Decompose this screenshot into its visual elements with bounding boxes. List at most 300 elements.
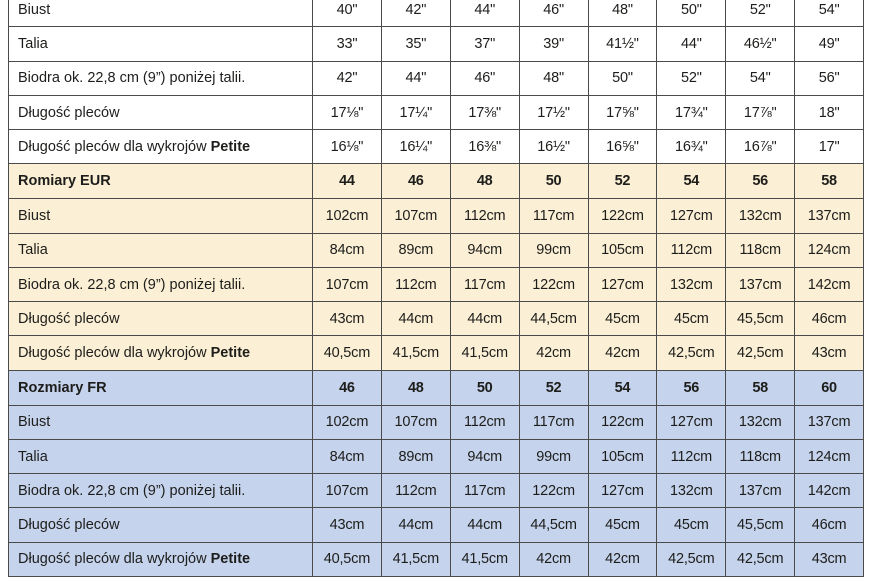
size-number (588, 370, 657, 405)
measurement-value-text: 17⅞" (743, 104, 777, 121)
measurement-value (519, 199, 588, 233)
measurement-value (588, 267, 657, 301)
measurement-label (9, 0, 313, 27)
measurement-value-text: 137cm (738, 482, 782, 499)
measurement-value (381, 542, 450, 576)
measurement-value (657, 61, 726, 95)
measurement-value (519, 302, 588, 336)
measurement-value-text: 44cm (467, 310, 503, 327)
measurement-value (313, 439, 382, 473)
measurement-value (313, 302, 382, 336)
measurement-value (795, 130, 864, 164)
measurement-value-text: 43cm (811, 345, 847, 362)
fr-size-header (9, 370, 864, 405)
measurement-value-text: 16⅜" (468, 138, 501, 155)
measurement-label (9, 267, 313, 301)
measurement-value (450, 95, 519, 129)
measurement-label-text: Długość pleców dla wykrojów (18, 138, 211, 155)
measurement-value (657, 95, 726, 129)
measurement-value (726, 27, 795, 61)
measurement-value-text: 43cm (329, 310, 365, 327)
measurement-value-text: 117cm (463, 482, 506, 499)
measurement-value-text: 89cm (398, 448, 434, 465)
measurement-label-text: Biodra ok. 22,8 cm (9”) poniżej talii. (18, 276, 246, 293)
size-number-text: 58 (752, 379, 769, 396)
measurement-value-text: 54" (818, 1, 840, 18)
measurement-value-text: 94cm (467, 448, 503, 465)
measurement-value-text: 39" (543, 35, 564, 52)
measurement-value-text: 48" (543, 70, 564, 87)
measurement-value-text: 132cm (738, 207, 782, 224)
measurement-value-text: 132cm (670, 276, 713, 293)
measurement-value (381, 267, 450, 301)
measurement-value (726, 130, 795, 164)
measurement-value (795, 267, 864, 301)
measurement-value (795, 199, 864, 233)
measurement-value (381, 199, 450, 233)
fr-row (9, 474, 864, 508)
measurement-value (519, 474, 588, 508)
measurement-label (9, 61, 313, 95)
measurement-value (657, 130, 726, 164)
measurement-value (588, 27, 657, 61)
measurement-value-text: 127cm (670, 207, 713, 224)
measurement-value (381, 439, 450, 473)
measurement-value-text: 99cm (536, 448, 571, 465)
measurement-value (588, 95, 657, 129)
measurement-label (9, 336, 313, 370)
measurement-value (519, 95, 588, 129)
eur-row (9, 302, 864, 336)
measurement-value (588, 439, 657, 473)
measurement-value-text: 118cm (739, 448, 781, 465)
size-number-text: 46 (407, 173, 424, 190)
size-chart-table (8, 0, 864, 577)
measurement-value-text: 122cm (532, 482, 575, 499)
petite-label: Petite (210, 138, 251, 155)
measurement-value-text: 17¼" (399, 104, 433, 121)
measurement-value-text: 40" (336, 1, 358, 18)
measurement-value (450, 130, 519, 164)
measurement-value (795, 233, 864, 267)
size-number-text: 50 (545, 173, 562, 190)
measurement-value (657, 542, 726, 576)
measurement-value-text: 46cm (811, 517, 847, 534)
measurement-value-text: 56" (818, 70, 840, 87)
measurement-value-text: 42,5cm (668, 345, 715, 362)
measurement-value-text: 132cm (670, 482, 713, 499)
measurement-value (381, 27, 450, 61)
measurement-label-text: Talia (18, 35, 48, 52)
measurement-value (588, 233, 657, 267)
measurement-value-text: 43cm (329, 517, 365, 534)
measurement-value (450, 405, 519, 439)
measurement-value (657, 27, 726, 61)
size-number (657, 370, 726, 405)
measurement-value-text: 105cm (601, 242, 644, 259)
measurement-value-text: 35" (405, 35, 427, 52)
measurement-value-text: 117cm (463, 276, 506, 293)
measurement-value (588, 474, 657, 508)
inch-row (9, 27, 864, 61)
measurement-value-text: 50" (680, 1, 702, 18)
measurement-value-text: 44" (680, 35, 702, 52)
size-number (795, 370, 864, 405)
measurement-value (795, 542, 864, 576)
measurement-label-text: Długość pleców (18, 517, 120, 534)
measurement-value-text: 16¼" (399, 138, 433, 155)
fr-row (9, 542, 864, 576)
measurement-value (519, 27, 588, 61)
measurement-value (588, 542, 657, 576)
measurement-value-text: 112cm (395, 276, 437, 293)
measurement-value-text: 16⅝" (606, 138, 639, 155)
measurement-value-text: 122cm (532, 276, 575, 293)
measurement-value-text: 112cm (395, 482, 437, 499)
measurement-value (313, 61, 382, 95)
fr-row (9, 439, 864, 473)
measurement-value-text: 37" (474, 35, 496, 52)
size-number (450, 164, 519, 199)
measurement-label (9, 542, 313, 576)
measurement-value (313, 27, 382, 61)
petite-label: Petite (210, 345, 251, 362)
measurement-value-text: 127cm (670, 414, 713, 431)
measurement-value (519, 267, 588, 301)
measurement-value-text: 42cm (605, 345, 640, 362)
measurement-value (313, 233, 382, 267)
measurement-value-text: 16⅛" (330, 138, 364, 155)
measurement-value (795, 27, 864, 61)
measurement-value (313, 508, 382, 542)
measurement-value (588, 302, 657, 336)
measurement-value (313, 95, 382, 129)
measurement-value-text: 107cm (325, 276, 369, 293)
measurement-value-text: 17¾" (675, 104, 708, 121)
measurement-value-text: 102cm (325, 414, 369, 431)
measurement-label (9, 439, 313, 473)
size-number (519, 164, 588, 199)
measurement-label (9, 302, 313, 336)
measurement-label (9, 95, 313, 129)
size-number-text: 44 (339, 173, 355, 190)
petite-label: Petite (210, 551, 251, 568)
measurement-value-text: 48" (612, 1, 633, 18)
measurement-value (726, 0, 795, 27)
measurement-value (450, 27, 519, 61)
measurement-value-text: 137cm (807, 207, 851, 224)
inch-row (9, 0, 864, 27)
measurement-value-text: 42cm (536, 345, 571, 362)
measurement-value (450, 267, 519, 301)
measurement-value-text: 84cm (329, 448, 365, 465)
inch-row (9, 61, 864, 95)
size-number (313, 164, 382, 199)
measurement-label-text: Długość pleców dla wykrojów (18, 345, 211, 362)
measurement-value-text: 44cm (398, 517, 434, 534)
measurement-value (588, 130, 657, 164)
size-number-text: 52 (545, 379, 562, 396)
measurement-value-text: 46" (543, 1, 564, 18)
measurement-value-text: 16½" (537, 138, 570, 155)
measurement-value-text: 52" (749, 1, 771, 18)
measurement-value (381, 336, 450, 370)
measurement-label (9, 199, 313, 233)
measurement-value (381, 130, 450, 164)
measurement-value (726, 439, 795, 473)
measurement-value-text: 45cm (605, 310, 640, 327)
measurement-value (450, 336, 519, 370)
measurement-value (726, 508, 795, 542)
size-chart-body (9, 0, 864, 577)
measurement-label-text: Długość pleców (18, 310, 120, 327)
measurement-value-text: 42cm (536, 551, 571, 568)
size-number (726, 370, 795, 405)
measurement-value-text: 41,5cm (461, 551, 508, 568)
measurement-value (795, 95, 864, 129)
measurement-value-text: 44" (405, 70, 427, 87)
measurement-value-text: 46½" (743, 35, 777, 52)
measurement-value (450, 0, 519, 27)
measurement-value (381, 95, 450, 129)
eur-size-header (9, 164, 864, 199)
measurement-value-text: 127cm (601, 482, 644, 499)
measurement-label-text: Biust (18, 1, 51, 18)
measurement-value (313, 474, 382, 508)
measurement-value-text: 52" (680, 70, 702, 87)
measurement-value-text: 45,5cm (737, 310, 784, 327)
measurement-value (726, 405, 795, 439)
measurement-value (381, 233, 450, 267)
measurement-value-text: 17⅛" (330, 104, 364, 121)
measurement-value-text: 112cm (463, 207, 506, 224)
measurement-value (519, 130, 588, 164)
measurement-value-text: 107cm (325, 482, 369, 499)
measurement-value (450, 199, 519, 233)
measurement-value-text: 42,5cm (668, 551, 715, 568)
size-number (657, 164, 726, 199)
section-title-text: Rozmiary FR (18, 379, 107, 396)
measurement-value (313, 0, 382, 27)
measurement-value-text: 41,5cm (461, 345, 508, 362)
measurement-value (313, 267, 382, 301)
measurement-value-text: 137cm (738, 276, 782, 293)
measurement-value (657, 267, 726, 301)
measurement-label (9, 474, 313, 508)
measurement-value (657, 336, 726, 370)
measurement-value-text: 43cm (811, 551, 847, 568)
section-title (9, 370, 313, 405)
measurement-value-text: 42,5cm (737, 551, 784, 568)
measurement-value-text: 44" (474, 1, 496, 18)
measurement-value-text: 17½" (537, 104, 570, 121)
measurement-value (588, 199, 657, 233)
measurement-label (9, 508, 313, 542)
size-number-text: 54 (614, 379, 631, 396)
measurement-value-text: 42,5cm (737, 345, 784, 362)
measurement-value (657, 405, 726, 439)
measurement-value (519, 0, 588, 27)
measurement-label-text: Biust (18, 414, 51, 431)
measurement-value (795, 336, 864, 370)
measurement-value (519, 508, 588, 542)
fr-row (9, 405, 864, 439)
measurement-value-text: 45cm (673, 517, 709, 534)
size-number (726, 164, 795, 199)
measurement-value (588, 508, 657, 542)
measurement-label (9, 27, 313, 61)
measurement-value-text: 94cm (467, 242, 503, 259)
section-title-text: Romiary EUR (18, 173, 111, 190)
measurement-value-text: 40,5cm (323, 345, 371, 362)
measurement-value (795, 439, 864, 473)
size-number (519, 370, 588, 405)
measurement-value-text: 45,5cm (737, 517, 784, 534)
measurement-value (726, 95, 795, 129)
measurement-value (657, 233, 726, 267)
measurement-value-text: 127cm (601, 276, 644, 293)
measurement-value-text: 84cm (329, 242, 365, 259)
measurement-value (313, 405, 382, 439)
size-number-text: 52 (614, 173, 631, 190)
measurement-value (726, 336, 795, 370)
size-number (795, 164, 864, 199)
size-number-text: 56 (752, 173, 769, 190)
measurement-value (450, 508, 519, 542)
measurement-label-text: Talia (18, 448, 48, 465)
measurement-value-text: 107cm (394, 207, 438, 224)
size-number (313, 370, 382, 405)
measurement-value-text: 117cm (532, 414, 575, 431)
measurement-value-text: 54" (749, 70, 771, 87)
measurement-label-text: Długość pleców (18, 104, 120, 121)
measurement-value (450, 233, 519, 267)
measurement-value (381, 508, 450, 542)
measurement-value-text: 142cm (807, 482, 851, 499)
measurement-label-text: Biust (18, 207, 51, 224)
measurement-value-text: 17" (818, 138, 840, 155)
measurement-value-text: 107cm (394, 414, 438, 431)
measurement-value (313, 130, 382, 164)
measurement-value (450, 542, 519, 576)
measurement-value (795, 302, 864, 336)
measurement-value (657, 439, 726, 473)
size-number-text: 54 (683, 173, 700, 190)
measurement-value (588, 336, 657, 370)
measurement-value-text: 42" (336, 70, 358, 87)
measurement-value (313, 199, 382, 233)
measurement-value-text: 112cm (670, 448, 713, 465)
measurement-value (381, 61, 450, 95)
measurement-label-text: Długość pleców dla wykrojów (18, 551, 211, 568)
measurement-value-text: 44cm (467, 517, 503, 534)
measurement-value-text: 42cm (605, 551, 640, 568)
measurement-value (726, 233, 795, 267)
measurement-value (795, 405, 864, 439)
measurement-value (519, 542, 588, 576)
measurement-value (726, 267, 795, 301)
measurement-label (9, 130, 313, 164)
measurement-value-text: 45cm (605, 517, 640, 534)
measurement-value-text: 122cm (601, 207, 644, 224)
measurement-value (519, 439, 588, 473)
measurement-value (313, 336, 382, 370)
measurement-value (726, 542, 795, 576)
measurement-label (9, 233, 313, 267)
eur-row (9, 233, 864, 267)
measurement-label (9, 405, 313, 439)
measurement-value-text: 124cm (807, 242, 851, 259)
measurement-value-text: 49" (818, 35, 840, 52)
measurement-value-text: 46" (474, 70, 496, 87)
measurement-value (519, 233, 588, 267)
measurement-value-text: 102cm (325, 207, 369, 224)
measurement-value (588, 405, 657, 439)
measurement-value-text: 117cm (532, 207, 575, 224)
section-title (9, 164, 313, 199)
measurement-value-text: 41½" (606, 35, 639, 52)
size-number (381, 370, 450, 405)
measurement-value-text: 41,5cm (392, 345, 439, 362)
measurement-value (657, 0, 726, 27)
measurement-value-text: 124cm (807, 448, 851, 465)
size-number-text: 48 (407, 379, 424, 396)
size-number-text: 48 (476, 173, 493, 190)
measurement-value (450, 302, 519, 336)
eur-row (9, 336, 864, 370)
measurement-value-text: 16¾" (675, 138, 708, 155)
measurement-value (795, 508, 864, 542)
measurement-value (657, 302, 726, 336)
measurement-value-text: 18" (818, 104, 840, 121)
size-number (588, 164, 657, 199)
measurement-value-text: 112cm (463, 414, 506, 431)
measurement-value-text: 112cm (670, 242, 713, 259)
measurement-value (726, 61, 795, 95)
measurement-value (588, 61, 657, 95)
measurement-value (519, 336, 588, 370)
measurement-value-text: 17⅝" (606, 104, 639, 121)
measurement-value (519, 405, 588, 439)
measurement-value (795, 61, 864, 95)
measurement-value (450, 439, 519, 473)
eur-row (9, 267, 864, 301)
measurement-value (795, 0, 864, 27)
measurement-value-text: 33" (336, 35, 358, 52)
measurement-value (381, 474, 450, 508)
measurement-label-text: Talia (18, 242, 48, 259)
measurement-value (726, 302, 795, 336)
measurement-value (657, 199, 726, 233)
inch-row (9, 130, 864, 164)
size-number-text: 56 (683, 379, 700, 396)
measurement-value (381, 302, 450, 336)
size-number (381, 164, 450, 199)
measurement-value-text: 132cm (738, 414, 782, 431)
measurement-value-text: 137cm (807, 414, 851, 431)
eur-row (9, 199, 864, 233)
measurement-value-text: 40,5cm (323, 551, 371, 568)
measurement-value-text: 42" (405, 1, 427, 18)
measurement-label-text: Biodra ok. 22,8 cm (9”) poniżej talii. (18, 482, 246, 499)
measurement-value-text: 105cm (601, 448, 644, 465)
measurement-value-text: 122cm (601, 414, 644, 431)
size-number-text: 50 (476, 379, 493, 396)
measurement-value (519, 61, 588, 95)
measurement-value-text: 118cm (739, 242, 781, 259)
measurement-value-text: 16⅞" (743, 138, 777, 155)
measurement-label-text: Biodra ok. 22,8 cm (9”) poniżej talii. (18, 70, 246, 87)
